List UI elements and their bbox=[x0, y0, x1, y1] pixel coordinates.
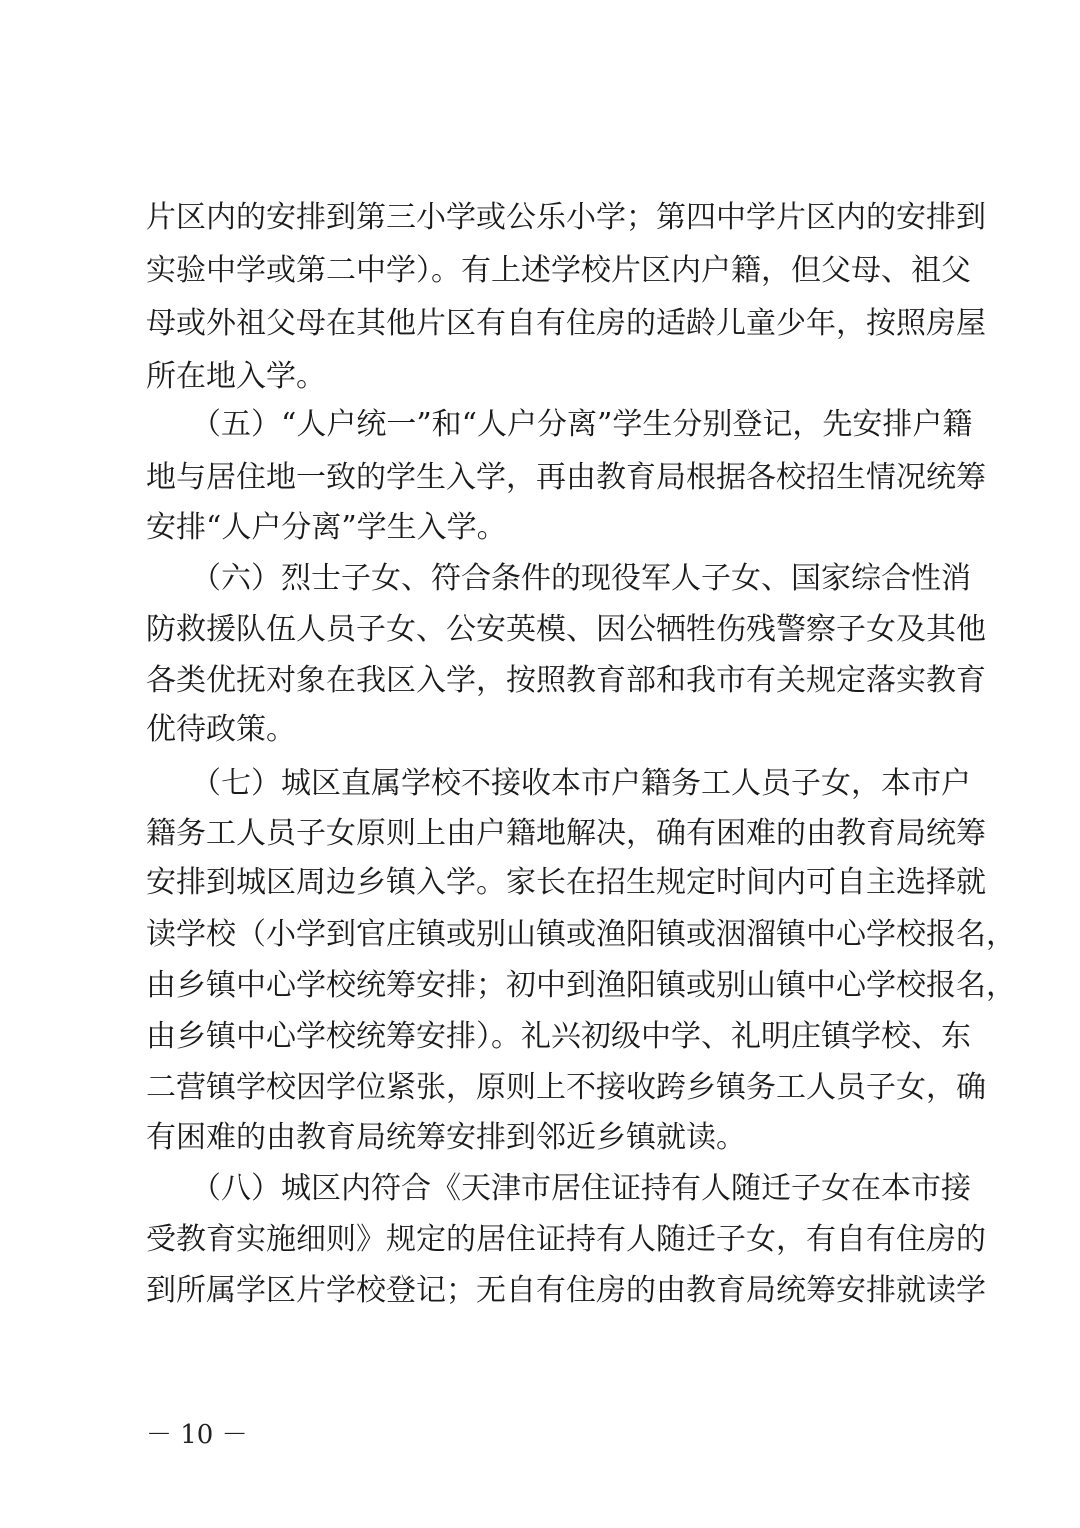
body-text-line: 地与居住地一致的学生入学，再由教育局根据各校招生情况统筹 bbox=[146, 460, 986, 495]
body-text-line: 实验中学或第二中学）。有上述学校片区内户籍，但父母、祖父 bbox=[146, 253, 971, 288]
paragraph-seven-line: （七）城区直属学校不接收本市户籍务工人员子女，本市户 bbox=[146, 766, 971, 801]
body-text-line: 安排到城区周边乡镇入学。家长在招生规定时间内可自主选择就 bbox=[146, 865, 986, 900]
body-text-line: 二营镇学校因学位紧张，原则上不接收跨乡镇务工人员子女，确 bbox=[146, 1070, 986, 1105]
body-text-line: 由乡镇中心学校统筹安排）。礼兴初级中学、礼明庄镇学校、东 bbox=[146, 1019, 971, 1054]
body-text-line: 有困难的由教育局统筹安排到邻近乡镇就读。 bbox=[146, 1120, 746, 1155]
page-number: － 10 － bbox=[146, 1420, 248, 1450]
body-text-line: 优待政策。 bbox=[146, 712, 296, 747]
paragraph-eight-line: （八）城区内符合《天津市居住证持有人随迁子女在本市接 bbox=[146, 1171, 971, 1206]
body-text-line: 安排“人户分离”学生入学。 bbox=[146, 510, 507, 545]
body-text-line: 受教育实施细则》规定的居住证持有人随迁子女，有自有住房的 bbox=[146, 1222, 986, 1257]
body-text-line: 由乡镇中心学校统筹安排；初中到渔阳镇或别山镇中心学校报名， bbox=[146, 968, 1016, 1003]
body-text-line: 片区内的安排到第三小学或公乐小学；第四中学片区内的安排到 bbox=[146, 200, 986, 235]
paragraph-five-line: （五）“人户统一”和“人户分离”学生分别登记，先安排户籍 bbox=[146, 407, 973, 442]
body-text-line: 籍务工人员子女原则上由户籍地解决，确有困难的由教育局统筹 bbox=[146, 816, 986, 851]
body-text-line: 到所属学区片学校登记；无自有住房的由教育局统筹安排就读学 bbox=[146, 1273, 986, 1308]
body-text-line: 读学校（小学到官庄镇或别山镇或渔阳镇或洇溜镇中心学校报名， bbox=[146, 917, 1016, 952]
body-text-line: 所在地入学。 bbox=[146, 359, 326, 394]
body-text-line: 防救援队伍人员子女、公安英模、因公牺牲伤残警察子女及其他 bbox=[146, 612, 986, 647]
body-text-line: 各类优抚对象在我区入学，按照教育部和我市有关规定落实教育 bbox=[146, 663, 986, 698]
body-text-line: 母或外祖父母在其他片区有自有住房的适龄儿童少年，按照房屋 bbox=[146, 306, 986, 341]
paragraph-six-line: （六）烈士子女、符合条件的现役军人子女、国家综合性消 bbox=[146, 561, 971, 596]
